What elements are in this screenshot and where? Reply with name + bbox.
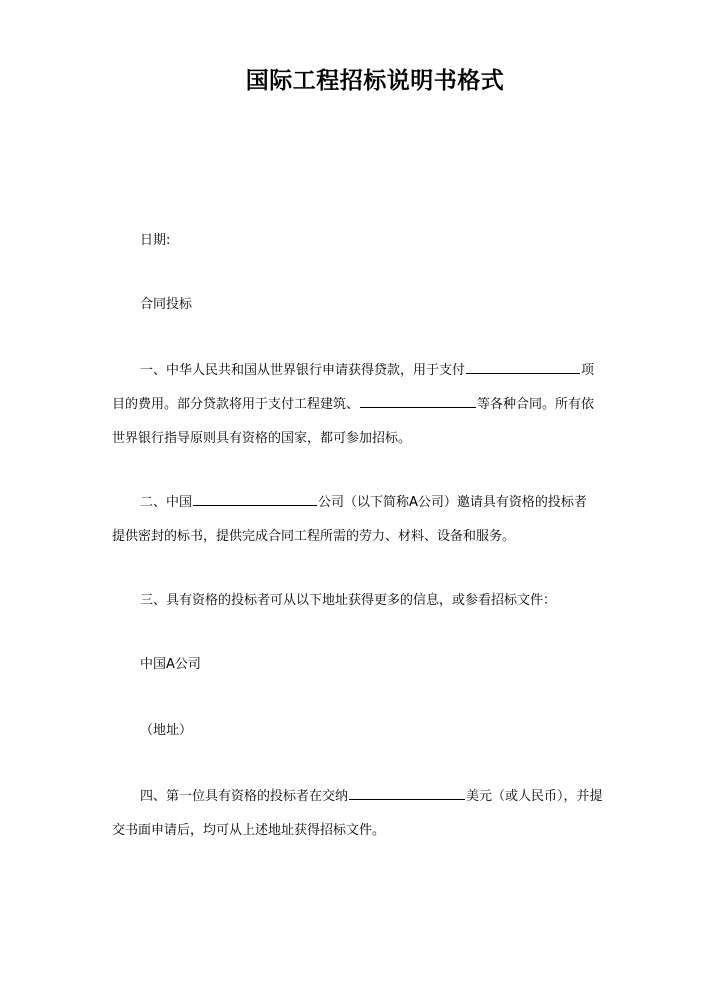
paragraph-3: 三、具有资格的投标者可从以下地址获得更多的信息，或参看招标文件： [140,593,557,608]
paragraph-2 [112,486,638,554]
document-title: 国际工程招标说明书格式 [245,68,505,94]
paragraph-1-line-1-start: 一、中华人民共和国从世界银行申请获得贷款，用于支付 [140,363,466,378]
paragraph-2-line-1-end: 公司（以下简称A公司）邀请具有资格的投标者 [318,495,587,510]
paragraph-1-line-3: 世界银行指导原则具有资格的国家，都可参加招标。 [112,431,412,446]
date-label: 日期: [140,233,171,248]
paragraph-1-line-2-start: 目的费用。部分贷款将用于支付工程建筑、 [112,397,360,412]
company-name: 中国A公司 [140,657,201,672]
paragraph-4 [112,780,638,848]
paragraph-1 [112,354,638,456]
fill-in-blank-contract [360,393,476,408]
fill-in-blank-project [466,359,580,374]
paragraph-4-line-1-start: 四、第一位具有资格的投标者在交纳 [140,789,349,804]
paragraph-4-line-1-end: 美元（或人民币），并提 [466,789,603,804]
fill-in-blank-company [193,491,317,506]
paragraph-1-line-1-end: 项 [581,363,595,378]
paragraph-4-line-2: 交书面申请后，均可从上述地址获得招标文件。 [112,823,386,838]
paragraph-2-line-1-start: 二、中国 [140,495,193,510]
fill-in-blank-fee [349,785,465,800]
paragraph-2-line-2: 提供密封的标书，提供完成合同工程所需的劳力、材料、设备和服务。 [112,529,516,544]
paragraph-1-line-2-end: 等各种合同。所有依 [477,397,595,412]
company-address: （地址） [140,723,193,738]
section-heading: 合同投标 [140,297,193,312]
